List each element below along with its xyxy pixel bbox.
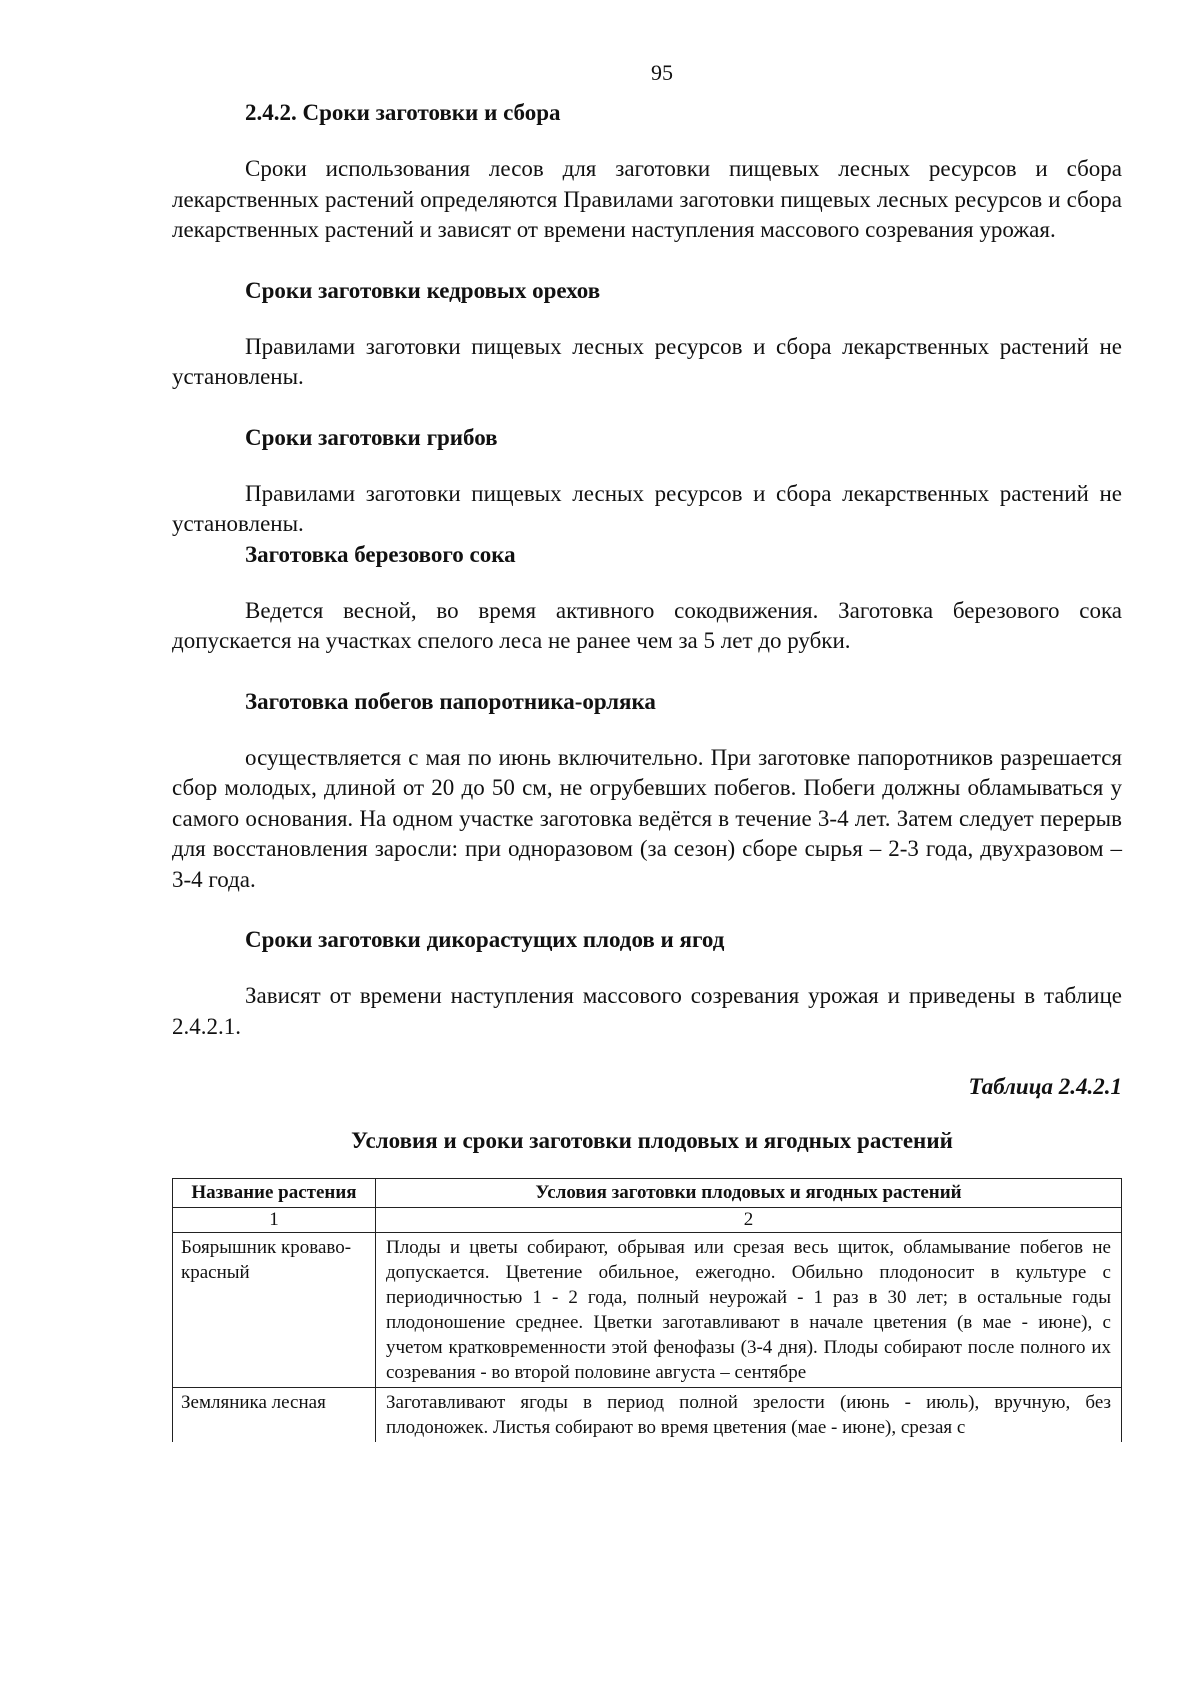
document-page bbox=[172, 60, 1122, 1442]
column-number-1: 1 bbox=[173, 1208, 376, 1233]
section-title: 2.4.2. Сроки заготовки и сбора bbox=[245, 100, 561, 125]
cedar-title: Сроки заготовки кедровых орехов bbox=[245, 277, 601, 303]
table-column-numbers-row bbox=[173, 1208, 1122, 1233]
mushrooms-text: Правилами заготовки пищевых лесных ресурсов и сбора лекарственных растений не установлены. bbox=[172, 480, 1122, 536]
header-plant-name: Название растения bbox=[173, 1179, 376, 1208]
table-header-row bbox=[173, 1179, 1122, 1208]
table-caption: Условия и сроки заготовки плодовых и ягодных растений bbox=[351, 1128, 953, 1153]
conditions-cell: Заготавливают ягоды в период полной зрелости (июнь - июль), вручную, без плодоножек. Листья собирают во время цветения (мае - июне), срезая с bbox=[376, 1388, 1122, 1443]
plant-name-cell: Земляника лесная bbox=[173, 1388, 376, 1443]
table-row bbox=[173, 1388, 1122, 1443]
table-row bbox=[173, 1233, 1122, 1388]
fern-text: осуществляется с мая по июнь включительно. При заготовке папоротников разрешается сбор молодых, длиной от 20 до 50 см, не огрубевших побегов. Побеги должны обламываться у самого основания. На одном участке заготовка ведётся в течение 3-4 лет. Затем следует перерыв для восстановления заросли: при одноразовом (за сезон) сборе сырья – 2-3 года, двухразовом – 3-4 года. bbox=[172, 744, 1122, 892]
mushrooms-title: Сроки заготовки грибов bbox=[245, 424, 498, 450]
plant-name-cell: Боярышник кроваво-красный bbox=[173, 1233, 376, 1388]
table-label: Таблица 2.4.2.1 bbox=[968, 1074, 1122, 1099]
wild-fruits-title: Сроки заготовки дикорастущих плодов и ягод bbox=[245, 927, 725, 952]
column-number-2: 2 bbox=[376, 1208, 1122, 1233]
cedar-text: Правилами заготовки пищевых лесных ресурсов и сбора лекарственных растений не установлены. bbox=[172, 333, 1122, 389]
wild-fruits-text: Зависят от времени наступления массового созревания урожая и приведены в таблице 2.4.2.1. bbox=[172, 983, 1122, 1039]
fern-title: Заготовка побегов папоротника-орляка bbox=[245, 688, 656, 714]
birch-sap-title: Заготовка березового сока bbox=[245, 541, 516, 567]
harvest-conditions-table bbox=[172, 1178, 1122, 1442]
birch-sap-text: Ведется весной, во время активного сокодвижения. Заготовка березового сока допускается на участках спелого леса не ранее чем за 5 лет до рубки. bbox=[172, 597, 1122, 653]
intro-paragraph: Сроки использования лесов для заготовки пищевых лесных ресурсов и сбора лекарственных растений определяются Правилами заготовки пищевых лесных ресурсов и сбора лекарственных растений и зависят от времени наступления массового созревания урожая. bbox=[172, 156, 1122, 242]
conditions-cell: Плоды и цветы собирают, обрывая или срезая весь щиток, обламывание побегов не допускается. Цветение обильное, ежегодно. Обильно плодоносит в культуре с периодичностью 1 - 2 года, полный неурожай - 1 раз в 30 лет; в остальные годы плодоношение среднее. Цветки заготавливают в начале цветения (в мае - июне), с учетом кратковременности этой фенофазы (3-4 дня). Плоды собирают после полного их созревания - во второй половине августа – сентябре bbox=[376, 1233, 1122, 1388]
header-conditions: Условия заготовки плодовых и ягодных растений bbox=[376, 1179, 1122, 1208]
page-number: 95 bbox=[651, 60, 673, 85]
